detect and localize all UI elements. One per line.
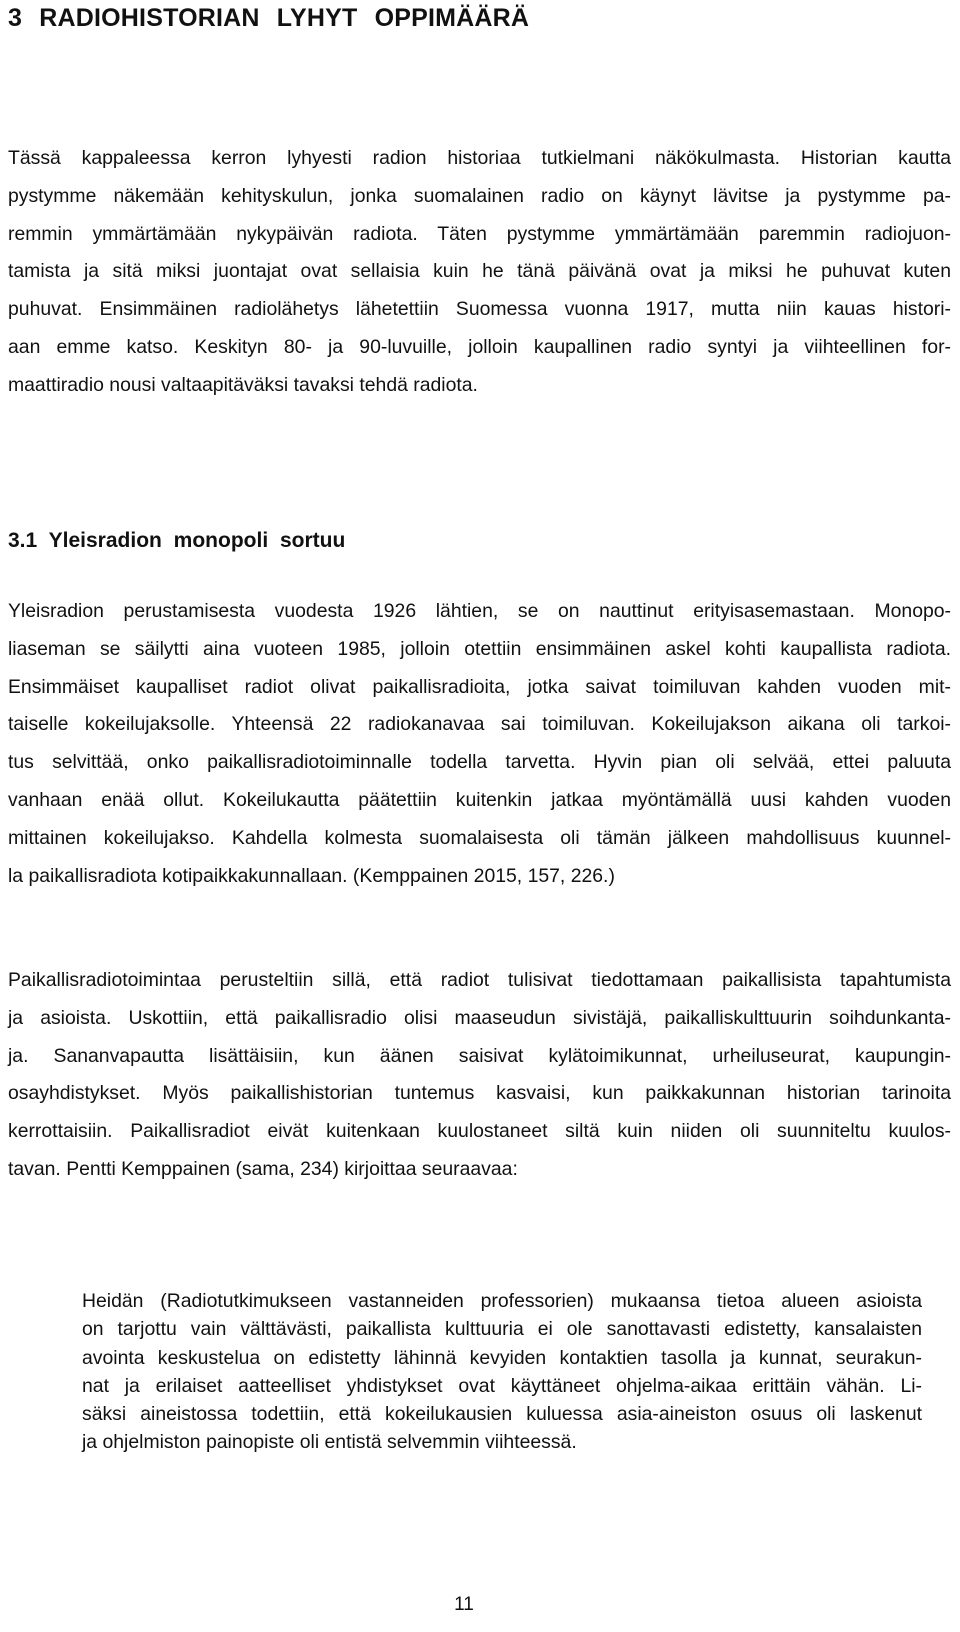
quote-line: Heidän (Radiotutkimukseen vastanneiden professorien) mukaansa tietoa alueen asioista [82, 1290, 922, 1312]
text-line: pystymme näkemään kehityskulun, jonka suomalainen radio on käynyt lävitse ja pystymme pa- [8, 184, 951, 207]
page-number: 11 [454, 1594, 474, 1615]
text-line: liaseman se säilytti aina vuoteen 1985, jolloin otettiin ensimmäinen askel kohti kaupallista radiota. [8, 637, 951, 660]
text-line: taiselle kokeilujaksolle. Yhteensä 22 radiokanavaa sai toimiluvan. Kokeilujakson aikana oli tarkoi- [8, 713, 951, 736]
text-line: Tässä kappaleessa kerron lyhyesti radion historiaa tutkielmani näkökulmasta. Historian kautta [8, 147, 951, 169]
text-line: Yleisradion perustamisesta vuodesta 1926 lähtien, se on nauttinut erityisasemastaan. Monopo- [8, 600, 951, 622]
chapter-heading: 3 RADIOHISTORIAN LYHYT OPPIMÄÄRÄ [8, 4, 530, 32]
paragraph-intro [8, 140, 951, 405]
text-line: la paikallisradiota kotipaikkakunnallaan. (Kemppainen 2015, 157, 226.) [8, 864, 615, 887]
paragraph-justification [8, 962, 951, 1189]
quote-line: nat ja erilaiset aatteelliset yhdistykset ovat käyttäneet ohjelma-aikaa erittäin vähän. Li- [82, 1374, 922, 1397]
text-line: tavan. Pentti Kemppainen (sama, 234) kirjoittaa seuraavaa: [8, 1157, 518, 1180]
text-line: osayhdistykset. Myös paikallishistorian tuntemus kasvaisi, kun paikkakunnan historian tarinoita [8, 1082, 951, 1105]
text-line: maattiradio nousi valtaapitäväksi tavaksi tehdä radiota. [8, 373, 478, 396]
text-line: kerrottaisiin. Paikallisradiot eivät kuitenkaan kuulostaneet siltä kuin niiden oli suunniteltu kuulos- [8, 1120, 951, 1143]
text-line: remmin ymmärtämään nykypäivän radiota. Täten pystymme ymmärtämään paremmin radiojuon- [8, 222, 951, 245]
quote-line: ja ohjelmiston painopiste oli entistä selvemmin viihteessä. [82, 1431, 577, 1454]
text-line: puhuvat. Ensimmäinen radiolähetys lähetettiin Suomessa vuonna 1917, mutta niin kauas histori- [8, 298, 951, 321]
block-quote [82, 1287, 922, 1457]
text-line: ja. Sananvapautta lisättäisiin, kun äänen saisivat kylätoimikunnat, urheiluseurat, kaupungin- [8, 1044, 951, 1067]
text-line: vanhaan enää ollut. Kokeilukautta päätettiin kuitenkin jatkaa myöntämällä uusi kahden vuoden [8, 788, 951, 811]
text-line: tamista ja sitä miksi juontajat ovat sellaisia kuin he tänä päivänä ovat ja miksi he puhuvat kuten [8, 260, 951, 283]
paragraph-monopoly [8, 593, 951, 895]
quote-line: avointa keskustelua on edistetty lähinnä kevyiden kontaktien tasolla ja kunnat, seurakun- [82, 1346, 922, 1369]
quote-line: on tarjottu vain välttävästi, paikallista kulttuuria ei ole sanottavasti edistetty, kansalaisten [82, 1318, 922, 1341]
text-line: Paikallisradiotoimintaa perusteltiin sillä, että radiot tulisivat tiedottamaan paikallisista tapahtumista [8, 969, 951, 991]
text-line: Ensimmäiset kaupalliset radiot olivat paikallisradioita, jotka saivat toimiluvan kahden vuoden mit- [8, 675, 951, 698]
text-line: ja asioista. Uskottiin, että paikallisradio olisi maaseudun sivistäjä, paikalliskulttuurin soihdunkanta- [8, 1006, 951, 1029]
text-line: aan emme katso. Keskityn 80- ja 90-luvuille, jolloin kaupallinen radio syntyi ja viihteellinen for- [8, 335, 951, 358]
text-line: tus selvittää, onko paikallisradiotoiminnalle todella tarvetta. Hyvin pian oli selvää, ettei paluuta [8, 751, 951, 774]
text-line: mittainen kokeilujakso. Kahdella kolmesta suomalaisesta oli tämän jälkeen mahdollisuus kuunnel- [8, 826, 951, 849]
quote-line: säksi aineistossa todettiin, että kokeilukausien kuluessa asia-aineiston osuus oli laskenut [82, 1403, 922, 1426]
section-heading: 3.1 Yleisradion monopoli sortuu [8, 529, 346, 552]
